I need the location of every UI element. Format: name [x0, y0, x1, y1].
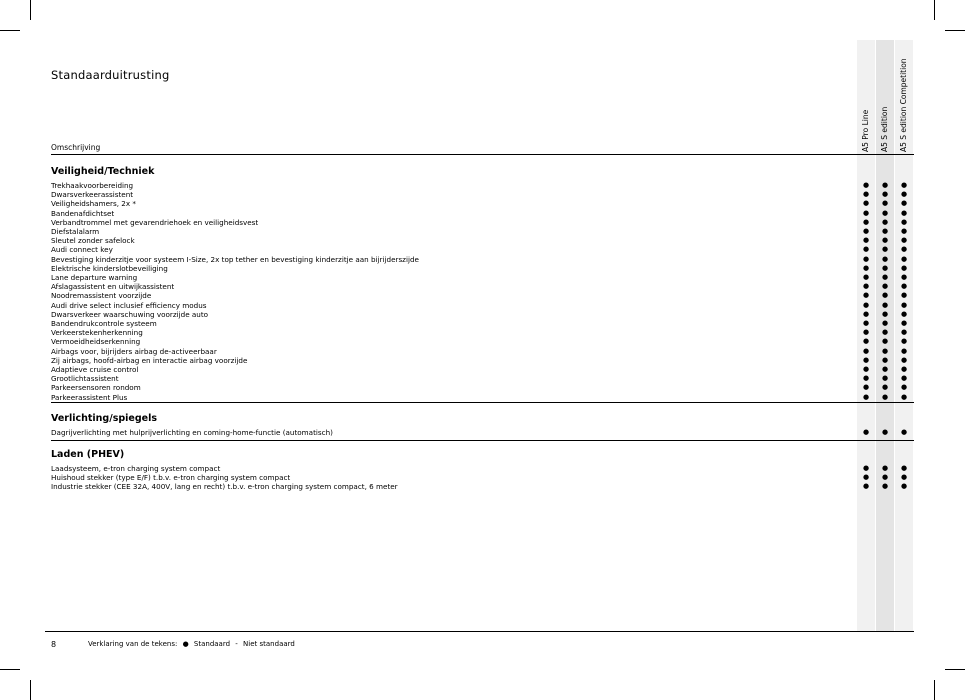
- standard-dot-icon: ●: [900, 464, 908, 472]
- section-rule: [51, 402, 914, 403]
- standard-dot-icon: ●: [862, 199, 870, 208]
- section-title: Laden (PHEV): [51, 449, 125, 460]
- standard-dot-icon: ●: [881, 365, 889, 373]
- standard-dot-icon: ●: [881, 319, 889, 327]
- standard-dot-icon: ●: [900, 282, 908, 291]
- standard-dot-icon: ●: [900, 355, 908, 364]
- row-label: Verbandtrommel met gevarendriehoek en veiligheidsvest: [51, 217, 259, 227]
- standard-dot-icon: ●: [881, 181, 889, 189]
- row-label: Zij airbags, hoofd-airbag en interactie airbag voorzijde: [51, 355, 248, 365]
- standard-dot-icon: ●: [881, 482, 889, 491]
- row-label: Audi connect key: [51, 245, 113, 255]
- standard-dot-icon: ●: [900, 254, 908, 263]
- standard-dot-icon: ●: [862, 428, 870, 436]
- crop-mark: [0, 30, 20, 31]
- legend: [88, 640, 298, 648]
- standard-dot-icon: ●: [862, 227, 870, 235]
- standard-dot-icon: ●: [862, 273, 870, 281]
- description-column-header: Omschrijving: [51, 143, 101, 152]
- table-row: [51, 218, 914, 227]
- row-label: Huishoud stekker (type E/F) t.b.v. e-tron charging system compact: [51, 473, 291, 483]
- standard-dot-icon: ●: [900, 263, 908, 272]
- row-label: Sleutel zonder safelock: [51, 236, 135, 246]
- standard-dot-icon: ●: [881, 227, 889, 235]
- row-label: Bevestiging kinderzitje voor systeem I-Size, 2x top tether en bevestiging kinderzitje aan bijrijderszijde: [51, 254, 419, 264]
- table-row: [51, 337, 914, 346]
- table-row: [51, 291, 914, 300]
- standard-dot-icon: ●: [900, 473, 908, 482]
- standard-dot-icon: ●: [862, 181, 870, 189]
- standard-dot-icon: ●: [900, 291, 908, 300]
- standard-dot-icon: ●: [881, 254, 889, 263]
- standard-dot-icon: ●: [862, 392, 870, 401]
- standard-dot-icon: ●: [900, 199, 908, 208]
- table-row: [51, 255, 914, 264]
- standard-dot-icon: ●: [900, 208, 908, 217]
- table-row: [51, 190, 914, 199]
- standard-dot-icon: ●: [881, 273, 889, 281]
- table-row: [51, 282, 914, 291]
- crop-mark: [945, 30, 965, 31]
- standard-dot-icon: ●: [900, 383, 908, 392]
- standard-dot-icon: ●: [900, 273, 908, 281]
- standard-dot-icon: ●: [881, 199, 889, 208]
- standard-dot-icon: ●: [862, 309, 870, 318]
- standard-dot-icon: ●: [862, 328, 870, 337]
- standard-dot-icon: ●: [862, 208, 870, 217]
- standard-dot-icon: ●: [862, 355, 870, 364]
- table-row: [51, 328, 914, 337]
- row-label: Diefstalalarm: [51, 227, 100, 236]
- standard-dot-icon: ●: [881, 236, 889, 245]
- table-row: [51, 301, 914, 310]
- standard-dot-icon: ●: [881, 374, 889, 383]
- standard-dot-icon: ●: [881, 428, 889, 436]
- variant-header-s-edition: A5 S edition: [880, 106, 889, 152]
- row-label: Audi drive select inclusief efficiency modus: [51, 300, 207, 310]
- table-row: [51, 356, 914, 365]
- standard-dot-icon: ●: [881, 328, 889, 337]
- crop-mark: [30, 0, 31, 20]
- table-row: [51, 393, 914, 402]
- standard-dot-icon: ●: [881, 473, 889, 482]
- legend-not-standard-label: Niet standaard: [243, 640, 295, 648]
- not-standard-symbol: -: [235, 640, 238, 648]
- table-row: [51, 374, 914, 383]
- header-rule: [51, 154, 914, 155]
- row-label: Verkeerstekenherkenning: [51, 328, 143, 338]
- standard-dot-icon: ●: [862, 190, 870, 199]
- standard-dot-icon: ●: [881, 300, 889, 309]
- standard-dot-icon: ●: [900, 328, 908, 337]
- standard-dot-icon: ●: [862, 282, 870, 291]
- standard-dot-icon: ●: [881, 190, 889, 199]
- standard-dot-icon: ●: [862, 337, 870, 346]
- standard-dot-icon: ●: [862, 482, 870, 491]
- row-label: Trekhaakvoorbereiding: [51, 181, 134, 190]
- row-label: Elektrische kinderslotbeveiliging: [51, 263, 168, 273]
- standard-dot-icon: ●: [862, 300, 870, 309]
- standard-dot-icon: ●: [862, 217, 870, 226]
- legend-label: Verklaring van de tekens:: [88, 640, 178, 648]
- crop-mark: [0, 669, 20, 670]
- table-row: [51, 365, 914, 374]
- standard-dot-icon: ●: [862, 319, 870, 327]
- standard-dot-icon: ●: [881, 208, 889, 217]
- table-row: [51, 464, 914, 473]
- standard-dot-icon: ●: [881, 464, 889, 472]
- standard-dot-icon: ●: [862, 236, 870, 245]
- row-label: Airbags voor, bijrijders airbag de-activeerbaar: [51, 346, 217, 356]
- row-label: Dwarsverkeer waarschuwing voorzijde auto: [51, 309, 209, 319]
- standard-dot-icon: ●: [881, 309, 889, 318]
- standard-dot-icon: ●: [862, 245, 870, 254]
- row-label: Vermoeidheidserkenning: [51, 337, 141, 347]
- standard-dot-icon: ●: [900, 190, 908, 199]
- standard-dot-icon: ●: [900, 227, 908, 235]
- row-label: Dagrijverlichting met hulprijverlichting en coming-home-functie (automatisch): [51, 428, 333, 437]
- standard-dot-icon: ●: [900, 346, 908, 355]
- standard-dot-icon: ●: [862, 263, 870, 272]
- standard-dot-icon: ●: [900, 482, 908, 491]
- table-row: [51, 473, 914, 482]
- standard-dot-icon: ●: [900, 319, 908, 327]
- table-row: [51, 482, 914, 491]
- standard-dot-icon: ●: [900, 300, 908, 309]
- table-row: [51, 181, 914, 190]
- standard-dot-icon: ●: [881, 337, 889, 346]
- standard-dot-icon: ●: [900, 428, 908, 436]
- row-label: Bandenafdichtset: [51, 208, 115, 218]
- standard-dot-icon: ●: [862, 464, 870, 472]
- row-label: Adaptieve cruise control: [51, 365, 139, 374]
- standard-dot-icon: ●: [881, 245, 889, 254]
- crop-mark: [934, 680, 935, 700]
- row-label: Industrie stekker (CEE 32A, 400V, lang en recht) t.b.v. e-tron charging system compact, 6 meter: [51, 482, 398, 492]
- standard-dot-icon: ●: [862, 291, 870, 300]
- page-title: Standaarduitrusting: [51, 68, 170, 82]
- table-row: [51, 245, 914, 254]
- row-label: Bandendrukcontrole systeem: [51, 319, 157, 328]
- standard-dot-icon: ●: [862, 346, 870, 355]
- standard-dot-icon: ●: [862, 473, 870, 482]
- standard-dot-icon: ●: [900, 374, 908, 383]
- row-label: Laadsysteem, e-tron charging system compact: [51, 464, 221, 473]
- legend-standard-label: Standaard: [193, 640, 231, 648]
- table-row: [51, 264, 914, 273]
- section-title: Veiligheid/Techniek: [51, 166, 155, 177]
- standard-dot-icon: ●: [900, 309, 908, 318]
- table-row: [51, 273, 914, 282]
- standard-symbol-icon: ●: [182, 640, 189, 648]
- row-label: Noodremassistent voorzijde: [51, 291, 152, 301]
- standard-dot-icon: ●: [900, 337, 908, 346]
- row-label: Veiligheidshamers, 2x *: [51, 199, 136, 209]
- table-row: [51, 319, 914, 328]
- row-label: Parkeersensoren rondom: [51, 383, 141, 393]
- crop-mark: [30, 680, 31, 700]
- row-label: Grootlichtassistent: [51, 374, 119, 384]
- row-label: Lane departure warning: [51, 273, 138, 282]
- standard-dot-icon: ●: [881, 392, 889, 401]
- standard-dot-icon: ●: [881, 263, 889, 272]
- table-row: [51, 428, 914, 437]
- standard-dot-icon: ●: [881, 355, 889, 364]
- crop-mark: [934, 0, 935, 20]
- standard-dot-icon: ●: [881, 291, 889, 300]
- standard-dot-icon: ●: [900, 217, 908, 226]
- table-row: [51, 383, 914, 392]
- table-row: [51, 209, 914, 218]
- page-number: 8: [51, 640, 57, 649]
- table-row: [51, 347, 914, 356]
- standard-dot-icon: ●: [900, 245, 908, 254]
- standard-dot-icon: ●: [900, 236, 908, 245]
- standard-dot-icon: ●: [862, 383, 870, 392]
- standard-dot-icon: ●: [881, 217, 889, 226]
- row-label: Dwarsverkeerassistent: [51, 190, 134, 200]
- row-label: Afslagassistent en uitwijkassistent: [51, 282, 175, 292]
- standard-dot-icon: ●: [881, 346, 889, 355]
- standard-dot-icon: ●: [881, 383, 889, 392]
- standard-dot-icon: ●: [900, 181, 908, 189]
- section-title: Verlichting/spiegels: [51, 413, 158, 424]
- standard-dot-icon: ●: [900, 365, 908, 373]
- variant-header-s-edition-competition: A5 S edition Competition: [899, 58, 908, 152]
- crop-mark: [945, 669, 965, 670]
- standard-dot-icon: ●: [862, 365, 870, 373]
- section-rule: [51, 440, 914, 441]
- row-label: Parkeerassistent Plus: [51, 392, 128, 402]
- standard-dot-icon: ●: [862, 374, 870, 383]
- table-row: [51, 310, 914, 319]
- table-row: [51, 236, 914, 245]
- standard-dot-icon: ●: [900, 392, 908, 401]
- variant-header-pro-line: A5 Pro Line: [861, 109, 870, 152]
- standard-dot-icon: ●: [862, 254, 870, 263]
- table-row: [51, 227, 914, 236]
- table-row: [51, 199, 914, 208]
- footer-rule: [45, 631, 914, 632]
- standard-dot-icon: ●: [881, 282, 889, 291]
